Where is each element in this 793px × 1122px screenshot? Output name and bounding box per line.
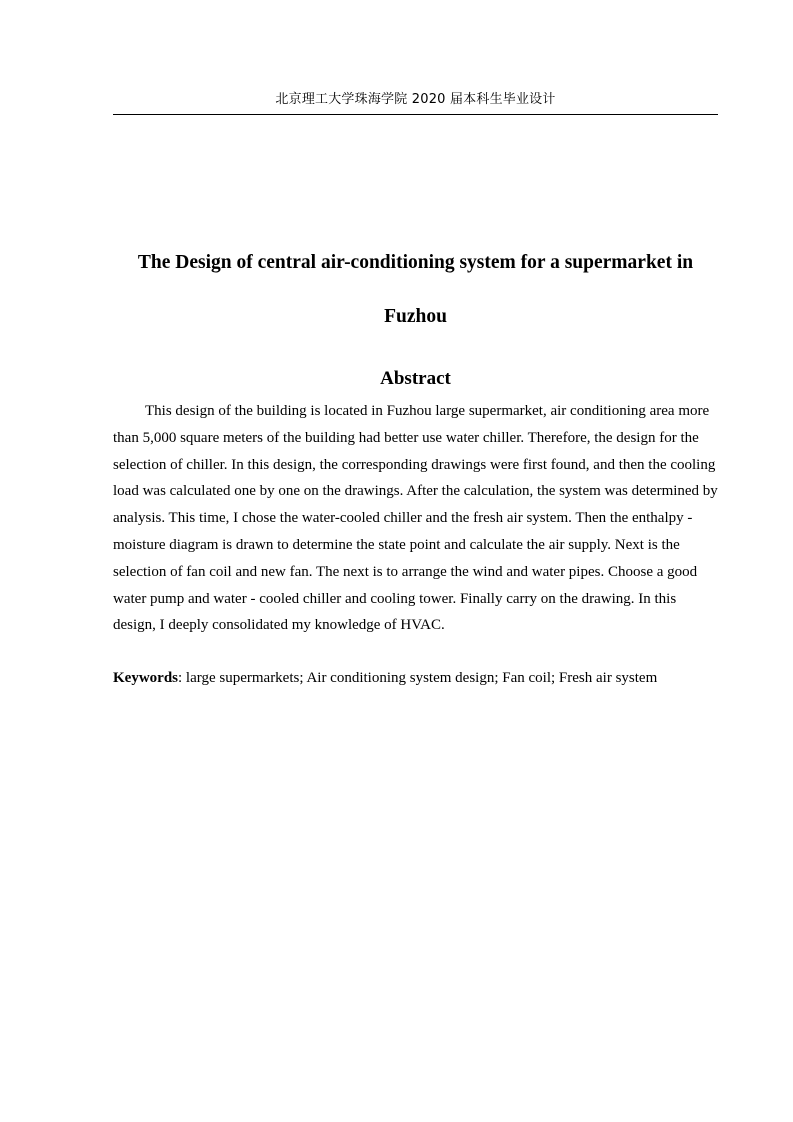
paper-title: The Design of central air-conditioning system for a supermarket in Fuzhou <box>137 252 694 327</box>
keywords-line <box>113 665 718 691</box>
header-divider <box>113 114 718 115</box>
abstract-heading: Abstract <box>380 368 451 389</box>
abstract-paragraph: This design of the building is located in Fuzhou large supermarket, air conditioning area more than 5,000 square meters of the building had better use water chiller. Therefore, the design for the selection of chiller. In this design, the corresponding drawings were first found, and then the cooling load was calculated one by one on the drawings. After the calculation, the system was determined by analysis. This time, I chose the water-cooled chiller and the fresh air system. Then the enthalpy - moisture diagram is drawn to determine the state point and calculate the air supply. Next is the selection of fan coil and new fan. The next is to arrange the wind and water pipes. Choose a good water pump and water - cooled chiller and cooling tower. Finally carry on the drawing. In this design, I deeply consolidated my knowledge of HVAC. <box>113 403 718 634</box>
running-header: 北京理工大学珠海学院 2020 届本科生毕业设计 <box>275 92 556 107</box>
keywords-label: Keywords <box>113 670 178 686</box>
keywords-list: : large supermarkets; Air conditioning system design; Fan coil; Fresh air system <box>178 670 658 686</box>
